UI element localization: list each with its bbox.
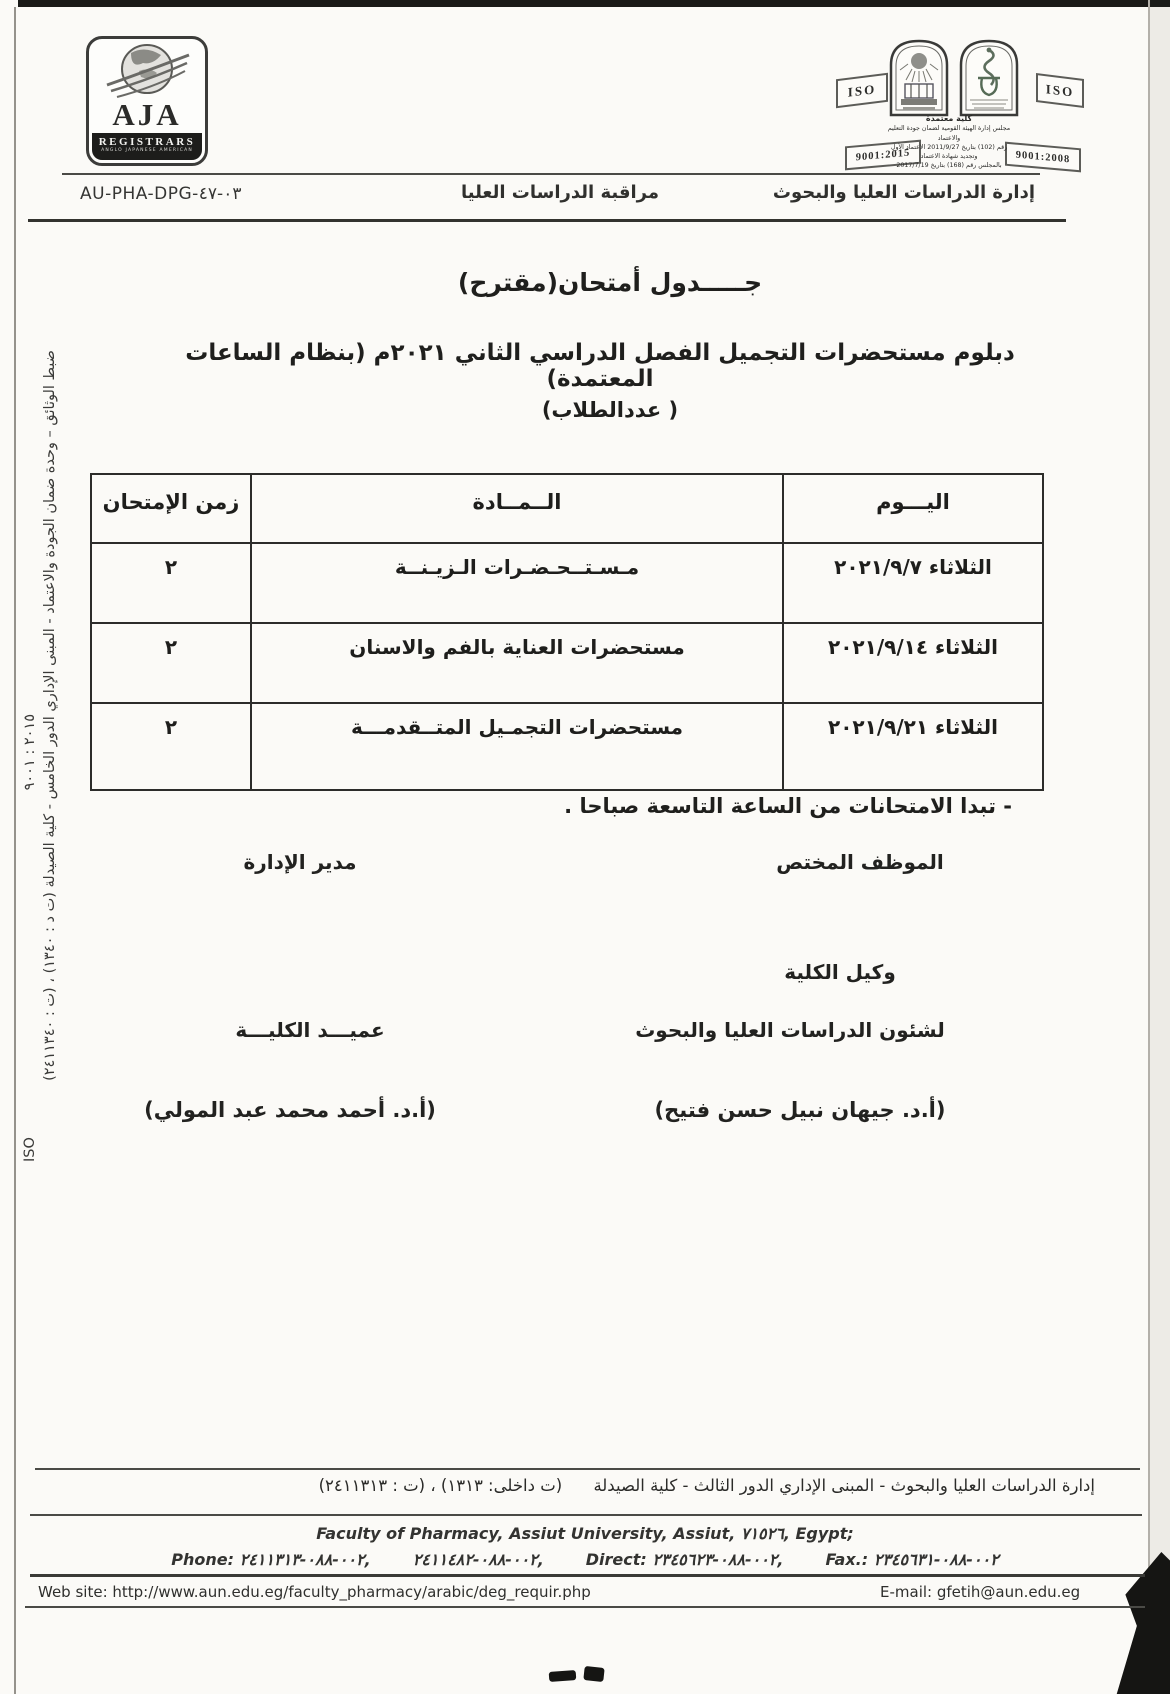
footer-department-phones: (ت داخلى: ١٣١٣) ، (ت : ٢٤١١٣١٣)	[318, 1476, 563, 1495]
iso-right-ribbon	[1036, 73, 1084, 108]
footer-rule-1	[35, 1468, 1140, 1470]
cell-subject: مـسـتــحـضـرات الـزيـنــة	[252, 544, 784, 624]
iso-left-ribbon	[836, 73, 888, 108]
footer-phone-1: Phone: ٠٠٢-٠٨٨-٢٤١١٣١٣,	[171, 1550, 371, 1569]
aja-registrars-logo	[86, 36, 208, 166]
cell-exam-time: ٢	[92, 704, 252, 789]
scan-edge-top	[18, 0, 1170, 7]
footer-department-text: إدارة الدراسات العليا والبحوث - المبنى الإداري الدور الثالث - كلية الصيدلة	[593, 1476, 1095, 1495]
header-department: إدارة الدراسات العليا والبحوث	[772, 182, 1035, 203]
signature-vice-dean-line1: وكيل الكلية	[784, 960, 896, 984]
signature-admin-director: مدير الإدارة	[243, 850, 357, 874]
table-row	[92, 544, 1042, 624]
signature-dean: عميـــد الكليـــة	[235, 1018, 385, 1042]
page-title: جـــــدول أمتحان(مقترح)	[457, 268, 763, 297]
accreditation-line: مجلس إدارة الهيئة القومية لضمان جودة التعليم والاعتماد	[887, 125, 1011, 142]
iso-right-value: 9001:2008	[1015, 149, 1071, 165]
col-header-subject: الــمــادة	[252, 475, 784, 544]
globe-icon	[103, 41, 191, 101]
exam-start-note: - تبدا الامتحانات من الساعة التاسعة صباحا .	[564, 794, 1012, 818]
col-header-exam-time: زمن الإمتحان	[92, 475, 252, 544]
header-rule-bottom	[28, 219, 1066, 222]
signature-vice-dean-line2: لشئون الدراسات العليا والبحوث	[635, 1018, 945, 1042]
scan-edge-left	[14, 7, 16, 1694]
accreditation-line: رقم (102) بتاريخ 2011/9/27 الاعتماد الأول	[890, 143, 1008, 151]
table-row	[92, 624, 1042, 704]
aja-band	[92, 133, 202, 160]
signature-vice-dean-name: (أ.د. جيهان نبيل حسن فتيح)	[654, 1098, 946, 1122]
cell-day: الثلاثاء ٢٠٢١/٩/٢١	[828, 715, 998, 739]
scan-blot-bottom-center-1	[549, 1670, 577, 1682]
col-header-day: اليـــوم	[784, 475, 1042, 544]
aja-band-subtitle: ANGLO JAPANESE AMERICAN	[101, 148, 193, 153]
pharmacy-faculty-emblem-icon	[958, 38, 1020, 118]
footer-website: Web site: http://www.aun.edu.eg/faculty_pharmacy/arabic/deg_requir.php	[38, 1583, 591, 1601]
scan-edge-shade	[1150, 0, 1170, 1694]
footer-rule-3	[30, 1574, 1145, 1577]
scan-blot-bottom-center-2	[583, 1666, 604, 1682]
accreditation-line: بالمجلس رقم (168) بتاريخ 2017/7/19	[896, 161, 1002, 169]
sidebar-iso-standard: ٢٠١٥ : ٩٠٠١	[22, 714, 38, 791]
aja-registrars-label: REGISTRARS	[98, 136, 196, 148]
page-subtitle: دبلوم مستحضرات التجميل الفصل الدراسي الثاني ٢٠٢١م (بنظام الساعات المعتمدة)	[185, 340, 1015, 392]
cell-day: الثلاثاء ٢٠٢١/٩/١٤	[784, 624, 1042, 704]
header-center-label: مراقبة الدراسات العليا	[460, 182, 660, 203]
iso-right-label: ISO	[1045, 80, 1075, 100]
students-count-label: ( عددالطلاب)	[541, 398, 679, 422]
footer-rule-4	[25, 1606, 1145, 1608]
signature-dean-name: (أ.د. أحمد محمد عبد المولي)	[144, 1098, 436, 1122]
iso-left-label: ISO	[847, 80, 877, 100]
exam-schedule-table	[90, 473, 1044, 791]
sidebar-iso-word: ISO	[22, 1137, 38, 1162]
cell-day: الثلاثاء ٢٠٢١/٩/٧	[784, 544, 1042, 624]
footer-address: Faculty of Pharmacy, Assiut University, Assiut, ٧١٥٢٦, Egypt;	[316, 1524, 854, 1543]
footer-department-line	[319, 1476, 1095, 1495]
header-rule-top	[62, 173, 1040, 175]
table-header-row	[92, 475, 1042, 544]
sidebar-document-control-line: ضبط الوثائق – وحدة ضمان الجودة والاعتماد - المبنى الإداري الدور الخامس - كلية الصيدلة (ت د : ١٣٤٠) ، (ت : ٢٤١١٣٤٠)	[42, 350, 58, 1081]
cell-subject: مستحضرات التجمـيل المتــقدمـــة	[252, 704, 784, 789]
footer-phone-line	[0, 1550, 1170, 1569]
document-code: AU-PHA-DPG-٠٣-٤٧	[80, 184, 242, 204]
signature-competent-employee: الموظف المختص	[776, 850, 944, 874]
cell-exam-time: ٢	[92, 544, 252, 624]
cell-subject: مستحضرات العناية بالفم والاسنان	[252, 624, 784, 704]
cell-exam-time: ٢	[92, 624, 252, 704]
assiut-university-emblem-icon	[888, 38, 950, 118]
table-row	[92, 704, 1042, 789]
scan-edge-right	[1148, 0, 1150, 1694]
footer-phone-direct: Direct: ٠٠٢-٠٨٨-٢٣٤٥٦٢٣,	[585, 1550, 784, 1569]
accreditation-text-block	[876, 114, 1022, 170]
aja-acronym: AJA	[112, 97, 182, 132]
accreditation-line: كلية معتمدة	[925, 114, 973, 123]
footer-phone-2: ٠٠٢-٠٨٨-٢٤١١٤٨٢,	[412, 1550, 544, 1569]
iso-left-value: 9001:2015	[855, 147, 911, 163]
footer-rule-2	[30, 1514, 1142, 1516]
footer-email: E-mail: gfetih@aun.edu.eg	[880, 1583, 1081, 1601]
accreditation-line: وتجديد شهادة الاعتماد	[920, 152, 978, 160]
footer-phone-fax: Fax.: ٠٠٢-٠٨٨-٢٣٤٥٦٣١	[825, 1550, 999, 1569]
